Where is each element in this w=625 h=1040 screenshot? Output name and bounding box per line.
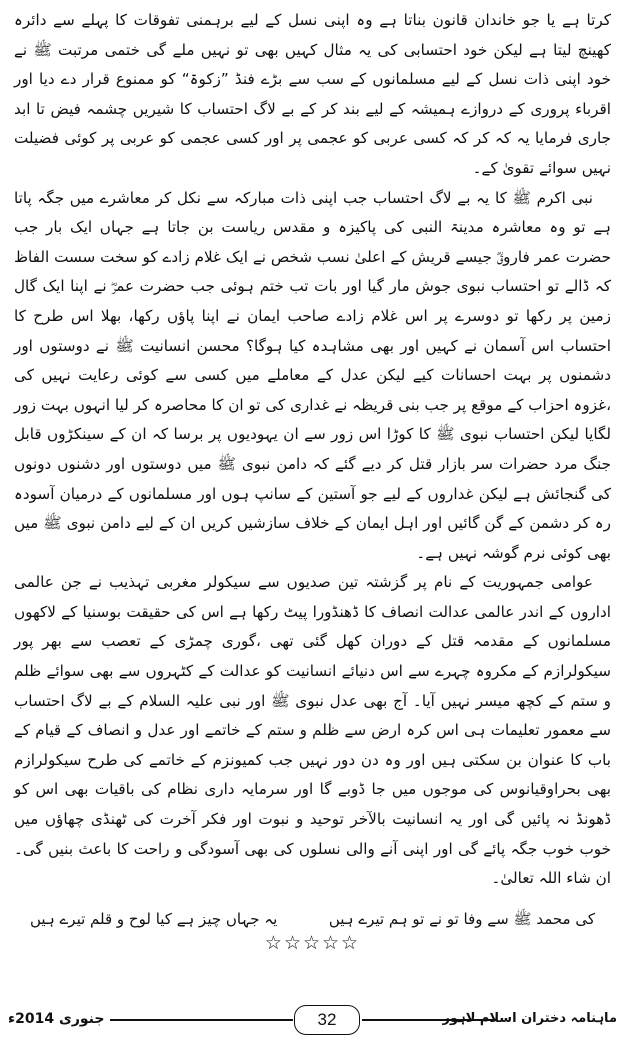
page-number: 32 [294,1005,360,1035]
paragraph-2: نبی اکرم ﷺ کا یہ بے لاگ احتساب جب اپنی ذات مبارکہ سے نکل کر معاشرے میں جگہ پاتا ہے تو وہ معاشرہ مدینۃ النبی کی پاکیزہ و مقدس ریاست بن جاتا ہے جہاں ایک بار جب حضرت عمر فاروقؓ جیسے قریش کے اعلیٰ نسب شخص نے ایک غلام زادے کو سخت سست الفاظ کہ ڈالے تو احتساب نبوی جوش مار گیا اور بات تب ختم ہوئی جب حضرت عمرؓ نے اپنا ایک گال زمین پر رکھا تو دوسرے پر اس غلام زادے صاحب ایمان نے اپنا پاؤں رکھا، بھلا اس طرح کا احتساب اس آسمان نے کہیں اور بھی مشاہدہ کیا ہوگا؟ محسن انسانیت ﷺ نے دوستوں اور دشمنوں پر بہت احسانات کیے لیکن عدل کے معاملے میں کسی سے کوئی رعایت نہیں کی ،غزوہ احزاب کے موقع پر جب بنی قریظہ نے غداری کی تو ان کا محاصرہ کر لیا انہوں بہت زور لگایا لیکن احتساب نبوی ﷺ کا کوڑا اس زور سے ان یہودیوں پر برسا کہ ان کے سینکڑوں قابل جنگ مرد حضرات سر بازار قتل کر دیے گئے کہ دامن نبوی ﷺ میں دوستوں اور دشنوں دونوں کی گنجائش ہے لیکن غداروں کے لیے جو آستین کے سانپ ہوں اور مسلمانوں کے درمیان آسودہ رہ کر دشمن کے گن گائیں اور اہل ایمان کے خلاف سازشیں کریں ان کے لیے دامن نبوی ﷺ میں بھی کوئی نرم گوشہ نہیں ہے۔ [14,188,611,562]
verse-line-first: کی محمد ﷺ سے وفا تو نے تو ہم تیرے ہیں [328,910,595,928]
article-body [14,6,611,894]
issue-date: جنوری 2014ء [8,1011,105,1027]
paragraph-3: عوامی جمہوریت کے نام پر گزشتہ تین صدیوں سے سیکولر مغربی تہذیب نے جن عالمی اداروں کے اندر عالمی عدالت انصاف کا ڈھنڈورا پیٹ رکھا ہے اس کی حقیقت بوسنیا کے لاکھوں مسلمانوں کے مقدمہ قتل کے دوران کھل گئی تھی ،گوری چمڑی کے تعصب سے بھر پور سیکولرازم کے مکروہ چہرے سے اس دنیائے انسانیت کو عدالت کے کٹہروں سے بھی سوائے ظلم و ستم کے کچھ میسر نہیں آیا۔ آج بھی عدل نبوی ﷺ اور نبی علیہ السلام کے بے لاگ احتساب سے معمور تعلیمات ہی اس کرہ ارض سے ظلم و ستم کے خاتمے اور عدل و انصاف کے قیام کے باب کا عنوان بن سکتی ہیں اور وہ دن دور نہیں جب کمیونزم کے خاتمے کی طرح سیکولرازم بھی بحراوقیانوس کی موجوں میں جا ڈوبے گا اور سرمایہ داری نظام کی باقیات بھی اس کو ڈھونڈ نہ پائیں گی اور یہ انسانیت بالآخر توحید و نبوت اور فکر آخرت کی ٹھنڈی چھاؤں میں خوب خوب جگہ پائے گی اور اپنی آنے والی نسلوں کی بھی آسودگی و راحت کا باعث بنیں گی۔ ان شاء اللہ تعالیٰ۔ [14,573,611,888]
page-footer [0,1002,625,1038]
paragraph-1: کرتا ہے یا جو خاندان قانون بناتا ہے وہ اپنی نسل کے لیے برہمنی تفوقات کا پہلے سے دائرہ کھینچ لیتا ہے لیکن خود احتسابی کی یہ مثال کہیں بھی تو نہیں ملے گی ختمی مرتبت ﷺ نے خود اپنی ذات نسل کے لیے مسلمانوں کے سب سے بڑے فنڈ ”زکوۃ“ کو ممنوع قرار دے دیا اور اقرباء پروری کے دروازے ہمیشہ کے لیے بند کر کے بے لاگ احتساب کا شیریں چشمہ فیض تا ابد جاری فرمایا یہ کہ کر کہ کسی عربی کو عجمی پر اور کسی عجمی کو عربی پر کوئی فضیلت نہیں سوائے تقویٰ کے۔ [14,11,611,177]
stars-separator: ☆☆☆☆☆ [264,932,361,954]
footer-rule-left [110,1019,293,1021]
verse-line-second: یہ جہاں چیز ہے کیا لوح و قلم تیرے ہیں [30,910,278,928]
closing-verse [30,907,595,931]
magazine-name: ماہنامہ دختران اسلام لاہور [442,1011,617,1026]
